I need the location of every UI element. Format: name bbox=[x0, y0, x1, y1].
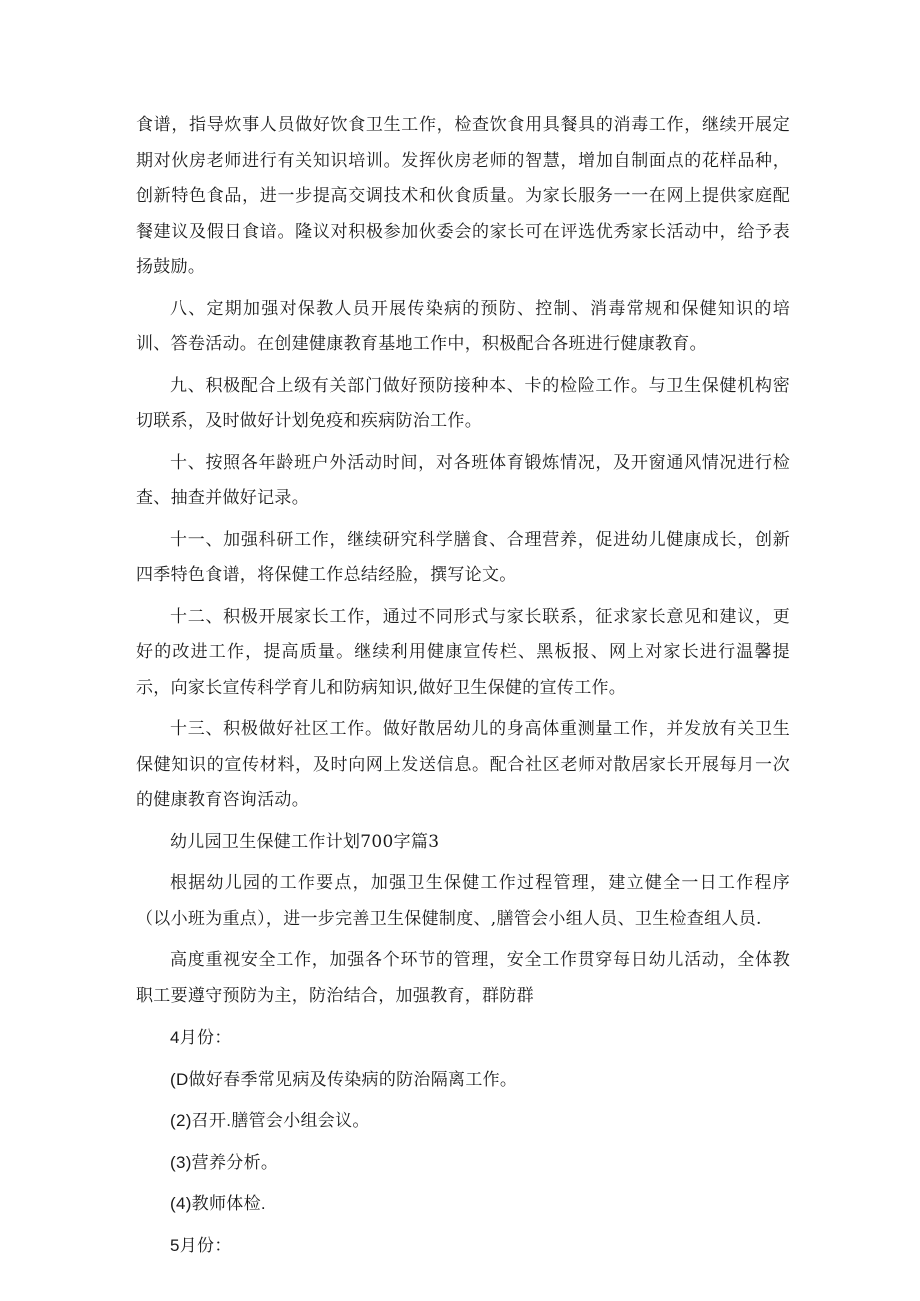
april-item-4: (4)教师体检. bbox=[170, 1194, 266, 1213]
april-label: 4月份： bbox=[170, 1028, 232, 1047]
document-body bbox=[136, 108, 790, 1269]
paragraph-item-8: 八、定期加强对保教人员开展传染病的预防、控制、消毒常规和保健知识的培训、答卷活动。在创建健康教育基地工作中，积极配合各班进行健康教育。 bbox=[136, 298, 790, 354]
paragraph-item-10: 十、按照各年龄班户外活动时间，对各班体育锻炼情况，及开窗通风情况进行检查、抽查并做好记录。 bbox=[136, 452, 790, 508]
may-label: 5月份： bbox=[170, 1235, 232, 1255]
april-item-2: (2)召开.膳管会小组会议。 bbox=[170, 1111, 370, 1130]
section-heading: 幼儿园卫生保健工作计划700字篇3 bbox=[170, 831, 440, 852]
paragraph-work-points: 根据幼儿园的工作要点，加强卫生保健工作过程管理，建立健全一日工作程序（以小班为重点），进一步完善卫生保健制度、,膳管会小组人员、卫生检查组人员. bbox=[136, 873, 790, 929]
paragraph-item-9: 九、积极配合上级有关部门做好预防接种本、卡的检险工作。与卫生保健机构密切联系，及时做好计划免疫和疾病防治工作。 bbox=[136, 375, 790, 431]
paragraph-item-11: 十一、加强科研工作，继续研究科学膳食、合理营养，促进幼儿健康成长，创新四季特色食谱，将保健工作总结经脸，撰写论文。 bbox=[136, 529, 790, 585]
paragraph-menu-guidance: 食谱，指导炊事人员做好饮食卫生工作，检查饮食用具餐具的消毒工作，继续开展定期对伙房老师进行有关知识培训。发挥伙房老师的智慧，增加自制面点的花样品种，创新特色食品，进一步提高交调技术和伙食质量。为家长服务一一在网上提供家庭配餐建议及假日食谙。隆议对积极参加伙委会的家长可在评选优秀家长活动中，给予表扬鼓励。 bbox=[136, 115, 790, 277]
paragraph-item-12: 十二、积极开展家长工作，通过不同形式与家长联系，征求家长意见和建议，更好的改进工作，提高质量。继续利用健康宣传栏、黑板报、网上对家长进行温馨提示，向家长宣传科学育儿和防病知识,做好卫生保健的宣传工作。 bbox=[136, 606, 790, 698]
paragraph-safety: 高度重视安全工作，加强各个环节的管理，安全工作贯穿每日幼儿活动，全体教职工要遵守预防为主，防治结合，加强教育，群防群 bbox=[136, 950, 790, 1006]
april-item-3: (3)营养分析。 bbox=[170, 1152, 279, 1172]
april-item-1: (D做好春季常见病及传染病的防治隔离工作。 bbox=[170, 1069, 518, 1089]
paragraph-item-13: 十三、积极做好社区工作。做好散居幼儿的身高体重测量工作，并发放有关卫生保健知识的宣传材料，及时向网上发送信息。配合社区老师对散居家长开展每月一次的健康教育咨询活动。 bbox=[136, 719, 790, 810]
